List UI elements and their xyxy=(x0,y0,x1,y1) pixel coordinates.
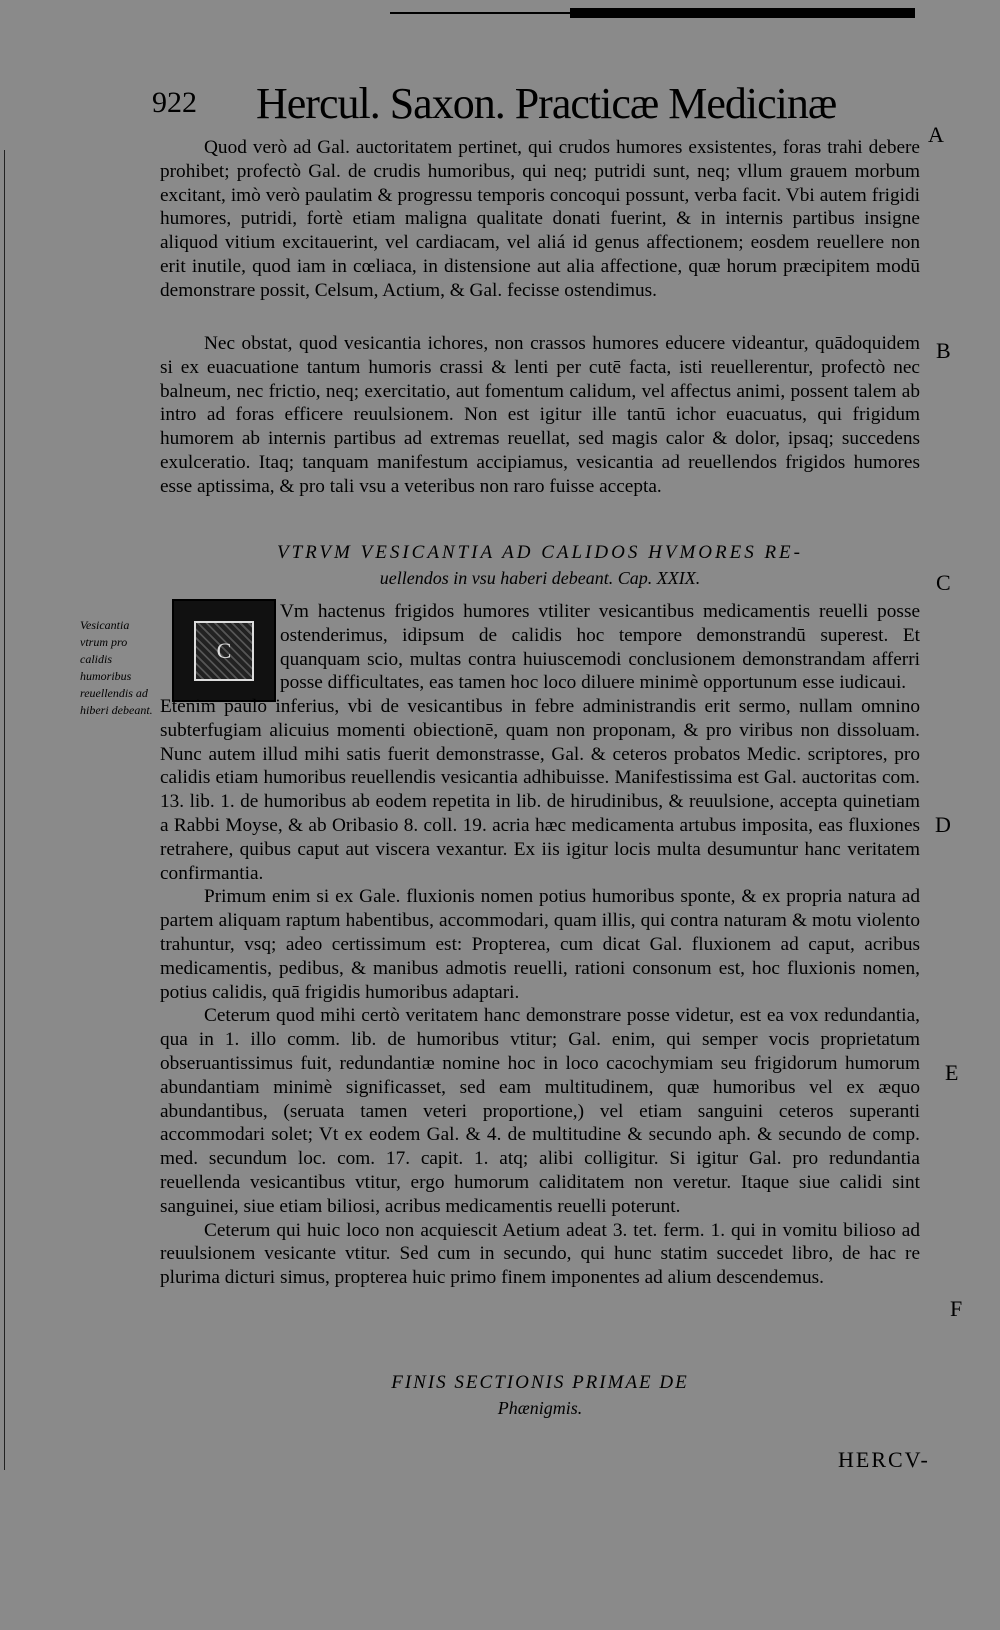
margin-letter-d: D xyxy=(935,812,951,837)
paragraph-text: Nec obstat, quod vesicantia ichores, non crassos humores educere videantur, quādoquidem si ex euacuatione tantum humoris crassi & lenti per cutē facta, isti reuellerentur, profectò nec balneum, nec frictio, neq; exercitatio, aut fomentum calidum, vel affectus animi, possent talem ab intro ad foras efficere reuulsionem. Non est igitur ille tantū ichor euacuatus, qui frigidum humorem ab internis partibus ad extremas reuellat, sed magis calor & dolor, ipsaq; succedens exulceratio. Itaq; tanquam manifestum accipiamus, vesicantia ad reuellendos frigidos humores esse aptissima, & pro tali vsu a veteribus non raro fuisse accepta. xyxy=(160,333,920,497)
running-title: Hercul. Saxon. Practicæ Medicinæ xyxy=(256,79,837,128)
catchword: HERCV- xyxy=(838,1447,930,1472)
binding-edge-line xyxy=(4,150,5,1470)
paragraph-2 xyxy=(160,332,920,499)
margin-letter-b: B xyxy=(936,338,951,363)
margin-letter-c: C xyxy=(936,570,951,595)
top-rule-thin xyxy=(390,12,570,14)
chapter-paragraph: Primum enim si ex Gale. fluxionis nomen potius humoribus sponte, & ex propria natura ad partem aliquam raptum habentibus, accommodari, quam illis, qui contra naturam & motu violento trahuntur, vsq; adeo certissimum est: Propterea, cum dicat Gal. fluxionem ad caput, acribus medicamentis, pedibus, & manibus admotis reuelli, rationi consonum est, hoc fluxionis nomen, potius calidis, quā frigidis humoribus adaptari. xyxy=(160,886,920,1003)
margin-letter-e: E xyxy=(945,1060,959,1085)
decorated-initial xyxy=(172,599,276,702)
page-number: 922 xyxy=(152,86,197,119)
finis-line-2: Phænigmis. xyxy=(497,1398,583,1418)
chapter-body xyxy=(160,695,920,1290)
chapter-subtitle: uellendos in vsu haberi debeant. Cap. XXIX. xyxy=(379,568,701,588)
margin-letter-a: A xyxy=(928,122,944,147)
chapter-paragraph: Etenim paulo inferius, vbi de vesicantibus in febre administrandis erit sermo, nullam omnino subterfugiam alicuius momenti obiectionē, quam non proponam, & pro viribus non dissoluam. Nunc autem illud mihi satis fuerit demonstrasse, Gal. & ceteros probatos Medic. scriptores, pro calidis etiam humoribus reuellendis vesicantia adhibuisse. Manifestissima est Gal. auctoritas com. 13. lib. 1. de humoribus ab eodem repetita in lib. de hirudinibus, & reuulsione, accepta quinetiam a Rabbi Moyse, & ab Oribasio 8. coll. 19. acria hæc medicamenta artubus imposita, eas fluxiones retrahere, quibus caput aut viscera vexantur. Ex iis igitur locis multa desumuntur hanc veritatem confirmantia. xyxy=(160,696,920,884)
chapter-opening-lines: Vm hactenus frigidos humores vtiliter vesicantibus medicamentis reuelli posse ostenderimus, idipsum de calidis hoc tempore demonstrandū superest. Et quanquam scio, multas contra huiuscemodi conclusionem demonstrandam afferri posse difficultates, eas tamen hoc loco diluere minimè opportunum esse iudicaui. xyxy=(280,601,920,694)
finis-line-1: FINIS SECTIONIS PRIMAE DE xyxy=(391,1372,689,1393)
chapter-paragraph: Ceterum qui huic loco non acquiescit Aetium adeat 3. tet. ferm. 1. qui in vomitu bilioso ad reuulsionem vesicante vtitur. Sed cum in secundo, qui hunc statim succedet libro, de hac re plurima dicturi simus, propterea huic primo finem imponentes ad alium descendemus. xyxy=(160,1219,920,1289)
paragraph-1 xyxy=(160,136,920,303)
initial-letter: C xyxy=(216,637,232,663)
paragraph-text: Quod verò ad Gal. auctoritatem pertinet, qui crudos humores exsistentes, foras trahi debere prohibet; profectò Gal. de crudis humoribus, qui neq; putridi sunt, neq; vllum grauem morbum excitant, imò verò paulatim & progressu temporis concoqui possunt, verba facit. Vbi autem frigidi humores, putridi, fortè etiam maligna qualitate donati fuerint, & in internis partibus insigne aliquod vitium excitauerint, vel cardiacam, vel aliá id genus affectionem; eosdem reuellere non erit inutile, quod iam in cœliaca, in distensione aut alia affectione, quæ horum præcipitem modū demonstrare possit, Celsum, Actium, & Gal. fecisse ostendimus. xyxy=(160,137,920,301)
chapter-paragraph: Ceterum quod mihi certò veritatem hanc demonstrare posse videtur, est ea vox redundantia, qua in 1. illo comm. lib. de humoribus vtitur; Gal. enim, qui semper vocis proprietatum obseruantissimus fuit, redundantiæ nomine hoc in loco cacochymiam seu frigidorum humorum abundantiam minimè significasset, sed eam multitudinem, quæ humoribus vel ex æquo abundantibus, (seruata tamen veteri proportione,) vel etiam sanguini ceteros superanti accommodari solet; Vt ex eodem Gal. & 4. de multitudine & secundo aph. & secundo de comp. med. secundum loc. com. 17. capit. 1. atq; alibi colligitur. Si igitur Gal. pro redundantia reuellenda vesicantibus vtitur, ergo humorum caliditatem non veretur. Itaque siue calidi sint sanguinei, siue etiam biliosi, acribus medicamentis reuelli poterunt. xyxy=(160,1005,920,1217)
page-header xyxy=(152,78,852,130)
chapter-title: VTRVM VESICANTIA AD CALIDOS HVMORES RE- xyxy=(277,542,803,563)
top-rule xyxy=(570,8,915,18)
marginal-note: Vesicantia vtrum pro calidis humoribus reuellendis ad hiberi debeant. xyxy=(80,618,153,717)
margin-letter-f: F xyxy=(950,1296,963,1321)
